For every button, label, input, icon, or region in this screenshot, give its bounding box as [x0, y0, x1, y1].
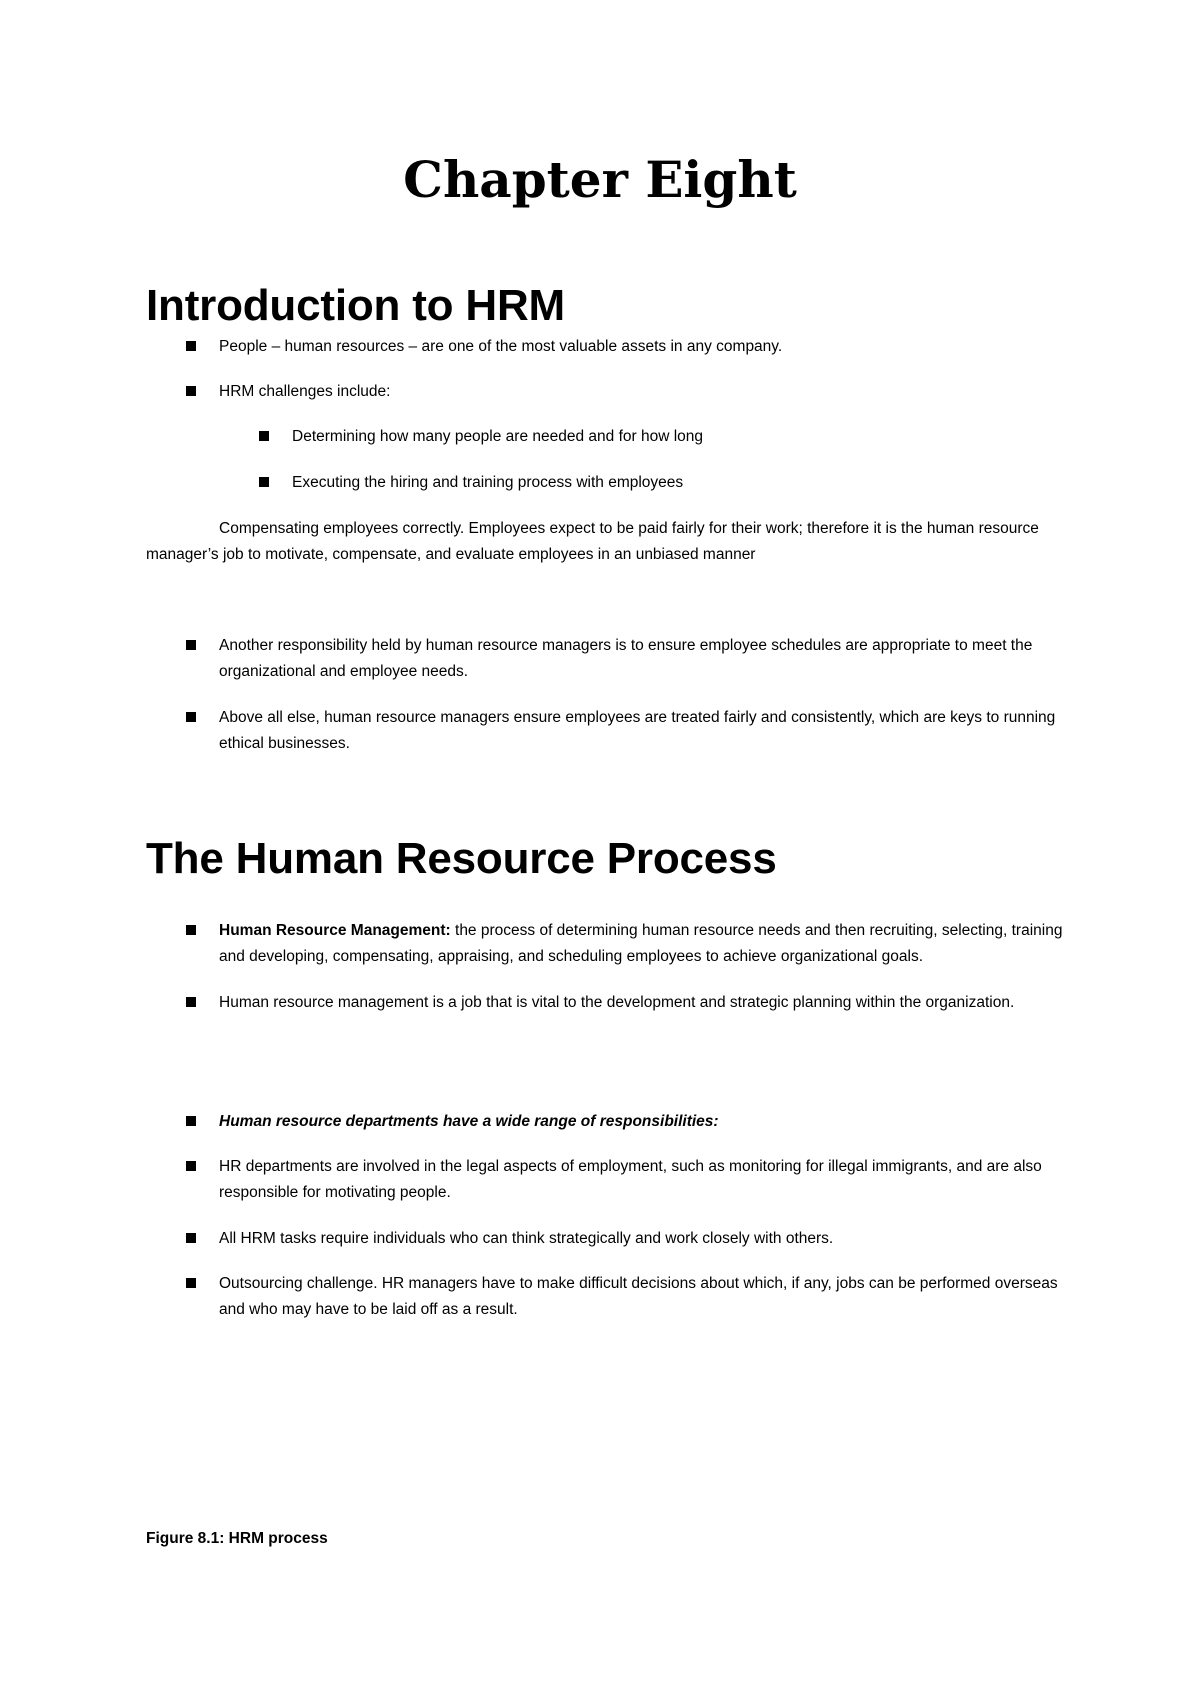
square-bullet-icon — [186, 1278, 196, 1288]
bullet-text: Determining how many people are needed and for how long — [292, 428, 704, 445]
bullet-text: All HRM tasks require individuals who can think strategically and work closely with others. — [219, 1230, 834, 1247]
hrm-term: Human Resource Management: — [219, 922, 451, 939]
bullet-item-fairly — [219, 705, 1069, 757]
bullet-item-vital — [219, 990, 1069, 1016]
section-heading-introduction: Introduction to HRM — [146, 281, 565, 330]
bullet-item-challenges — [219, 379, 1069, 405]
square-bullet-icon — [186, 386, 196, 396]
bullet-item-tasks — [219, 1226, 1069, 1252]
bullet-item-departments — [219, 1109, 1069, 1135]
square-bullet-icon — [259, 477, 269, 487]
bullet-item-outsourcing — [219, 1271, 1069, 1323]
square-bullet-icon — [186, 341, 196, 351]
bullet-text: Above all else, human resource managers ensure employees are treated fairly and consistently, which are keys to running ethical businesses. — [219, 709, 1056, 752]
bullet-item-legal — [219, 1154, 1069, 1206]
bullet-text: Another responsibility held by human resource managers is to ensure employee schedules are appropriate to meet the organizational and employee needs. — [219, 637, 1033, 680]
bullet-item-hrm-definition — [219, 918, 1069, 970]
sub-bullet-executing — [292, 470, 1072, 496]
hrm-definition-text: the process of determining human resource needs and then recruiting, selecting, training and developing, compensating, appraising, and scheduling employees to achieve organizational goals. — [219, 922, 1063, 965]
figure-caption: Figure 8.1: HRM process — [146, 1530, 328, 1547]
square-bullet-icon — [186, 1161, 196, 1171]
bullet-text: Human resource management is a job that is vital to the development and strategic planning within the organization. — [219, 994, 1015, 1011]
paragraph-compensating — [146, 516, 1066, 568]
paragraph-text: Compensating employees correctly. Employees expect to be paid fairly for their work; therefore it is the human resource manager’s job to motivate, compensate, and evaluate employees in an unbiased manner — [146, 520, 1039, 563]
bullet-item-people — [219, 334, 1069, 360]
square-bullet-icon — [186, 925, 196, 935]
bullet-text: People – human resources – are one of the most valuable assets in any company. — [219, 338, 783, 355]
square-bullet-icon — [186, 640, 196, 650]
bullet-text: Executing the hiring and training process with employees — [292, 474, 684, 491]
bullet-text: HR departments are involved in the legal aspects of employment, such as monitoring for illegal immigrants, and are also responsible for motivating people. — [219, 1158, 1042, 1201]
chapter-title: Chapter Eight — [403, 150, 797, 209]
square-bullet-icon — [259, 431, 269, 441]
square-bullet-icon — [186, 712, 196, 722]
sub-bullet-determining — [292, 424, 1072, 450]
section-heading-hr-process: The Human Resource Process — [146, 834, 777, 883]
square-bullet-icon — [186, 1116, 196, 1126]
bullet-item-schedules — [219, 633, 1069, 685]
square-bullet-icon — [186, 1233, 196, 1243]
bullet-text: HRM challenges include: — [219, 383, 391, 400]
square-bullet-icon — [186, 997, 196, 1007]
bullet-text: Outsourcing challenge. HR managers have to make difficult decisions about which, if any, jobs can be performed overseas and who may have to be laid off as a result. — [219, 1275, 1058, 1318]
bullet-text-emphasis: Human resource departments have a wide range of responsibilities: — [219, 1113, 719, 1130]
